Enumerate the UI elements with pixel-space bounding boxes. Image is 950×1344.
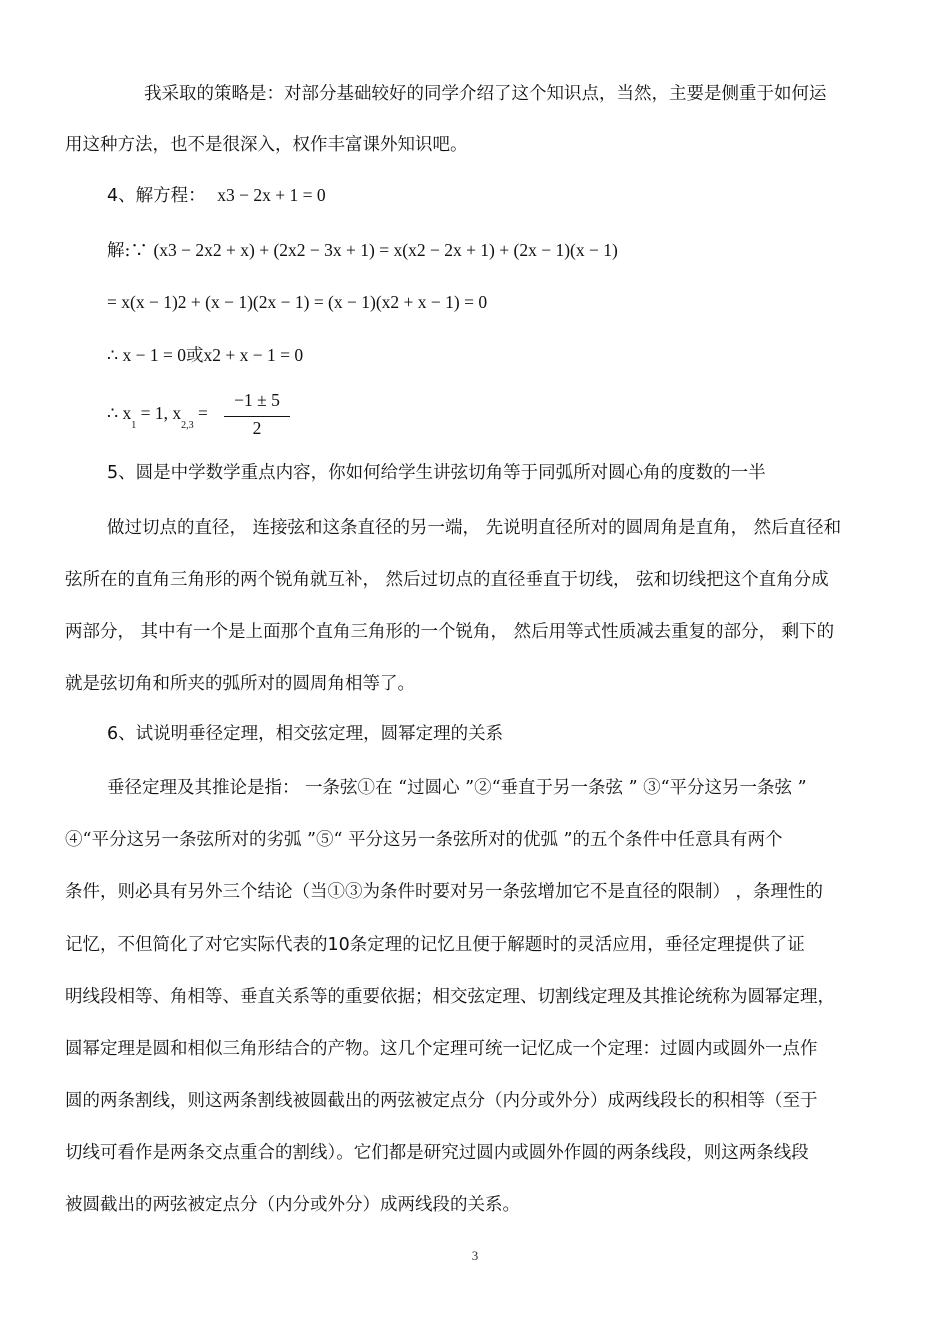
equation: x3 − 2x + 1 = 0: [217, 185, 326, 205]
question-text: 、圆是中学数学重点内容，你如何给学生讲弦切角等于同弧所对圆心角的度数的一半: [118, 463, 766, 483]
paragraph-line: 圆幂定理是圆和相似三角形结合的产物。这几个定理可统一记忆成一个定理：过圆内或圆外一点作: [65, 1039, 818, 1059]
question-label: 、解方程：: [118, 186, 206, 206]
text-segment: 记忆，不但简化了对它实际代表的: [65, 935, 328, 955]
paragraph-line: 明线段相等、角相等、垂直关系等的重要依据；相交弦定理、切割线定理及其推论统称为圆幂定理，: [65, 987, 835, 1007]
roots-prefix: ∴ x: [107, 403, 132, 423]
question-6-heading: [107, 722, 503, 746]
solution-line-2: = x(x − 1)2 + (x − 1)(2x − 1) = (x − 1)(x2 + x − 1) = 0: [107, 292, 488, 312]
number: 10: [327, 935, 350, 955]
paragraph-line: 我采取的策略是：对部分基础较好的同学介绍了这个知识点，当然，主要是侧重于如何运: [144, 84, 827, 104]
subscript: 2,3: [181, 420, 194, 431]
conjunction: 或: [186, 346, 204, 366]
paragraph-line: 圆的两条割线，则这两条割线被圆截出的两弦被定点分（内分或外分）成两线段长的积相等（至于: [65, 1091, 818, 1111]
fraction: [224, 390, 290, 446]
paragraph-line: [65, 933, 805, 957]
solution-line-4: [107, 401, 208, 429]
text-segment: 条定理的记忆且便于解题时的灵活应用，垂径定理提供了证: [349, 935, 805, 955]
paragraph-line: 弦所在的直角三角形的两个锐角就互补， 然后过切点的直径垂直于切线， 弦和切线把这个直角分成: [65, 570, 829, 590]
fraction-bar: [224, 416, 290, 417]
paragraph-line: 垂径定理及其推论是指： 一条弦①在 “过圆心 ”②“垂直于另一条弦 ” ③“平分这另一条弦 ”: [107, 778, 807, 798]
question-number: 5: [107, 463, 119, 483]
question-text: 、试说明垂径定理，相交弦定理，圆幂定理的关系: [118, 724, 504, 744]
roots-equals: =: [193, 403, 208, 423]
paragraph-line: 被圆截出的两弦被定点分（内分或外分）成两线段的关系。: [65, 1195, 520, 1215]
solution-prefix: 解:∵: [107, 241, 154, 261]
paragraph-line: 就是弦切角和所夹的弧所对的圆周角相等了。: [65, 674, 415, 694]
subscript: 1: [131, 420, 137, 431]
question-number: 4: [107, 186, 119, 206]
paragraph-line: ④“平分这另一条弦所对的劣弧 ”⑤“ 平分这另一条弦所对的优弧 ”的五个条件中任意具有两个: [65, 830, 783, 850]
roots-mid: = 1, x: [136, 403, 182, 423]
paragraph-line: 条件，则必具有另外三个结论（当①③为条件时要对另一条弦增加它不是直径的限制） ，条理性的: [65, 882, 824, 902]
fraction-numerator: −1 ± 5: [234, 390, 280, 410]
question-5-heading: [107, 461, 766, 485]
solution-line-1: [107, 238, 618, 263]
paragraph-line: 切线可看作是两条交点重合的割线）。它们都是研究过圆内或圆外作圆的两条线段，则这两条线段: [65, 1143, 809, 1163]
question-4-heading: [107, 183, 326, 208]
question-number: 6: [107, 724, 119, 744]
page-number: 3: [471, 1248, 479, 1263]
fraction-denominator: 2: [252, 418, 262, 438]
equation: ∴ x − 1 = 0: [107, 345, 186, 365]
solution-line-3: [107, 343, 303, 368]
equation: (x3 − 2x2 + x) + (2x2 − 3x + 1) = x(x2 − 2x + 1) + (2x − 1)(x − 1): [153, 240, 618, 260]
paragraph-line: 两部分， 其中有一个是上面那个直角三角形的一个锐角， 然后用等式性质减去重复的部分， 剩下的: [65, 622, 835, 642]
paragraph-line: 做过切点的直径， 连接弦和这条直径的另一端， 先说明直径所对的圆周角是直角， 然后直径和: [107, 518, 842, 538]
paragraph-line: 用这种方法，也不是很深入，权作丰富课外知识吧。: [65, 135, 468, 155]
equation: x2 + x − 1 = 0: [203, 345, 304, 365]
